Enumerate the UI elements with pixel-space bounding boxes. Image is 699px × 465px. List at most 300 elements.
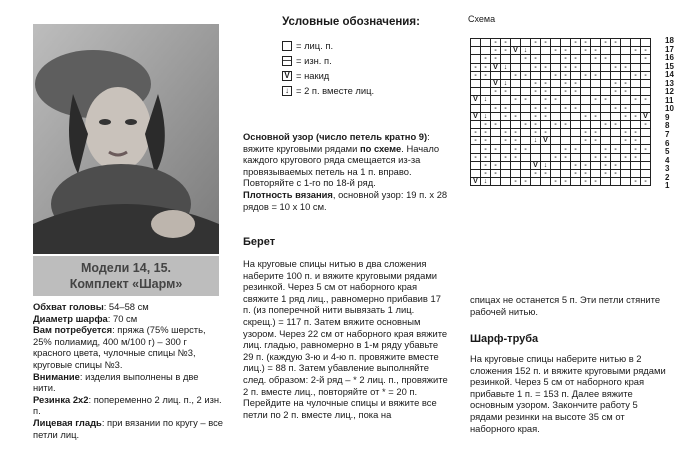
purl-cell: - <box>601 96 611 104</box>
knit-cell <box>611 137 621 145</box>
purl-cell: - <box>481 170 491 178</box>
knit-cell <box>511 104 521 112</box>
woman-in-beret-illustration <box>33 24 219 254</box>
scarf-title: Шарф-труба <box>470 333 539 345</box>
knit-cell <box>471 120 481 128</box>
knit-cell <box>511 63 521 71</box>
purl-cell: - <box>471 71 481 79</box>
knit-cell <box>491 178 501 186</box>
row-number: 3 <box>665 164 670 174</box>
purl-cell: - <box>511 137 521 145</box>
knit-cell <box>511 170 521 178</box>
chart-row <box>471 47 651 55</box>
purl-cell: - <box>531 120 541 128</box>
purl-cell: - <box>521 71 531 79</box>
knit-cell <box>531 47 541 55</box>
purl-cell: - <box>561 79 571 87</box>
purl-cell: - <box>471 153 481 161</box>
row-number: 7 <box>665 130 670 140</box>
purl-cell: - <box>501 47 511 55</box>
knit-cell <box>571 137 581 145</box>
knit-cell <box>641 153 651 161</box>
knit-cell <box>631 120 641 128</box>
chart-row <box>471 55 651 63</box>
knit-cell <box>471 104 481 112</box>
knit-cell <box>631 63 641 71</box>
purl-cell: - <box>541 112 551 120</box>
knit-cell <box>491 137 501 145</box>
knit-cell <box>541 145 551 153</box>
purl-cell: - <box>621 63 631 71</box>
knit-cell <box>531 71 541 79</box>
purl-cell: - <box>521 120 531 128</box>
purl-cell: - <box>491 47 501 55</box>
purl-cell: - <box>631 47 641 55</box>
knit-cell <box>521 79 531 87</box>
purl-cell: - <box>571 79 581 87</box>
purl-cell: - <box>531 104 541 112</box>
purl-cell: - <box>591 153 601 161</box>
purl-cell: - <box>561 153 571 161</box>
purl-cell: - <box>611 88 621 96</box>
knit-cell <box>561 137 571 145</box>
purl-cell: - <box>601 55 611 63</box>
purl-cell: - <box>501 137 511 145</box>
purl-cell: - <box>491 161 501 169</box>
purl-cell: - <box>611 79 621 87</box>
knit-cell <box>581 88 591 96</box>
purl-cell: - <box>601 161 611 169</box>
pattern-chart <box>470 38 651 186</box>
purl-cell: - <box>491 88 501 96</box>
purl-cell: - <box>641 55 651 63</box>
purl-cell: - <box>561 63 571 71</box>
knit-cell <box>471 55 481 63</box>
purl-cell: - <box>591 96 601 104</box>
chart-row <box>471 71 651 79</box>
purl-cell: - <box>511 178 521 186</box>
purl-cell: - <box>561 55 571 63</box>
knit-cell <box>521 137 531 145</box>
knit-cell <box>521 39 531 47</box>
knit-cell <box>521 153 531 161</box>
purl-cell: - <box>531 55 541 63</box>
knit-cell <box>551 104 561 112</box>
main-pattern-text: Основной узор (число петель кратно 9): вяжите круговыми рядами по схеме. Начало каждого кругового ряда смещается из-за провязываемых петель на 1 п. вправо. Повторяйте с 1-го по 18-й ряд. <box>243 131 440 189</box>
knit-cell <box>471 170 481 178</box>
purl-cell: - <box>571 145 581 153</box>
purl-cell: - <box>511 96 521 104</box>
knit-cell <box>601 112 611 120</box>
knit-cell <box>641 170 651 178</box>
knit-cell <box>551 88 561 96</box>
knit-cell <box>631 39 641 47</box>
knit-cell <box>601 63 611 71</box>
purl-cell: - <box>531 129 541 137</box>
beret-text: На круговые спицы нитью в два сложения наберите 100 п. и вяжите круговыми рядами резинкой. Через 5 см от наборного края свяжите 1 ряд лиц., равномерно прибавив 17 п. (из поперечной нити вывязать 1 лиц. скрещ.) = 117 п. Затем вяжите основным узором. Через 22 см от наборного края вяжите лиц. гладью, равномерно в 1-м ряду убавьте 29 п. (каждую 3-ю и 4-ю п. провяжите вместе лиц.) = 88 п. Затем убавление выполняйте след. образом: 2-й ряд – * 2 лиц. п., провяжите 2 п. вместе лиц., повторяйте от * = 20 п. Перейдите на чулочные спицы и вяжите все петли по 2 п. вместе лиц., пока на <box>243 258 448 420</box>
yarn-over-cell: V <box>531 161 541 169</box>
purl-cell: - <box>561 145 571 153</box>
row-number: 5 <box>665 147 670 157</box>
spec-attention: Внимание: изделия выполнены в две нити. <box>33 370 199 394</box>
knit-cell <box>591 104 601 112</box>
knit-cell <box>501 96 511 104</box>
purl-cell: - <box>531 170 541 178</box>
purl-cell: - <box>541 104 551 112</box>
knit-cell <box>631 79 641 87</box>
k2tog-cell: ↓ <box>521 47 531 55</box>
row-number: 17 <box>665 44 674 54</box>
purl-cell: - <box>481 137 491 145</box>
purl-cell: - <box>581 161 591 169</box>
purl-cell: - <box>581 39 591 47</box>
knit-cell <box>611 71 621 79</box>
spec-rib: Резинка 2х2: попеременно 2 лиц. п., 2 изн. п. <box>33 393 222 417</box>
purl-cell: - <box>551 120 561 128</box>
purl-cell: - <box>491 39 501 47</box>
chart-row <box>471 129 651 137</box>
knit-cell <box>591 88 601 96</box>
purl-cell: - <box>481 63 491 71</box>
knit-cell <box>581 120 591 128</box>
row-number: 6 <box>665 138 670 148</box>
purl-cell: - <box>581 178 591 186</box>
knit-cell <box>471 79 481 87</box>
purl-cell: - <box>561 88 571 96</box>
purl-cell: - <box>561 47 571 55</box>
purl-cell: - <box>641 96 651 104</box>
purl-cell: - <box>581 112 591 120</box>
yarn-over-cell: V <box>511 47 521 55</box>
knit-cell <box>591 145 601 153</box>
spec-stockinette: Лицевая гладь: при вязании по кругу – все петли лиц. <box>33 416 223 440</box>
purl-cell: - <box>611 39 621 47</box>
knit-cell <box>511 39 521 47</box>
purl-cell: - <box>491 170 501 178</box>
knit-cell <box>551 137 561 145</box>
yarn-over-cell: V <box>491 79 501 87</box>
purl-cell: - <box>631 129 641 137</box>
knit-cell <box>581 63 591 71</box>
main-pattern-block <box>243 131 453 212</box>
knit-cell <box>611 55 621 63</box>
knit-cell <box>481 104 491 112</box>
knit-cell <box>511 55 521 63</box>
knit-cell <box>561 161 571 169</box>
spec-scarf-diameter: Диаметр шарфа: 70 см <box>33 312 138 324</box>
knit-cell <box>611 47 621 55</box>
purl-cell: - <box>541 129 551 137</box>
knit-cell <box>541 153 551 161</box>
chart-row <box>471 161 651 169</box>
purl-cell: - <box>571 104 581 112</box>
chart-row <box>471 170 651 178</box>
purl-cell: - <box>641 178 651 186</box>
purl-cell: - <box>511 129 521 137</box>
purl-cell: - <box>611 63 621 71</box>
knit-cell <box>601 129 611 137</box>
knit-cell <box>541 178 551 186</box>
purl-cell: - <box>611 161 621 169</box>
purl-cell: - <box>611 170 621 178</box>
purl-cell: - <box>551 96 561 104</box>
purl-cell: - <box>491 120 501 128</box>
knit-cell <box>621 55 631 63</box>
purl-cell: - <box>601 170 611 178</box>
knit-cell <box>491 71 501 79</box>
yarn-over-cell: V <box>541 137 551 145</box>
purl-cell: - <box>631 112 641 120</box>
purl-cell: - <box>551 153 561 161</box>
knit-cell <box>621 145 631 153</box>
row-number: 11 <box>665 95 674 105</box>
specs-block <box>33 301 223 440</box>
purl-cell: - <box>621 88 631 96</box>
knit-cell <box>551 161 561 169</box>
purl-cell: - <box>571 170 581 178</box>
knit-cell <box>621 96 631 104</box>
row-number: 4 <box>665 155 670 165</box>
knit-cell <box>541 71 551 79</box>
legend <box>246 16 456 98</box>
purl-cell: - <box>631 145 641 153</box>
purl-cell: - <box>571 88 581 96</box>
knit-cell <box>641 88 651 96</box>
knit-cell <box>581 145 591 153</box>
knit-cell <box>621 47 631 55</box>
knit-cell <box>591 120 601 128</box>
purl-cell: - <box>481 129 491 137</box>
knit-cell <box>521 104 531 112</box>
chart-row <box>471 96 651 104</box>
knit-cell <box>531 153 541 161</box>
purl-cell: - <box>471 129 481 137</box>
beret-title: Берет <box>243 236 276 248</box>
purl-cell: - <box>531 112 541 120</box>
purl-cell: - <box>581 71 591 79</box>
knit-cell <box>491 112 501 120</box>
knit-cell <box>531 178 541 186</box>
yarn-over-cell: V <box>491 63 501 71</box>
chart-row <box>471 39 651 47</box>
purl-cell: - <box>501 104 511 112</box>
knit-cell <box>611 178 621 186</box>
chart-row <box>471 153 651 161</box>
knit-cell <box>551 145 561 153</box>
purl-cell: - <box>591 112 601 120</box>
row-number: 14 <box>665 70 674 80</box>
purl-cell: - <box>551 71 561 79</box>
yarn-over-cell: V <box>471 96 481 104</box>
knit-cell <box>521 170 531 178</box>
purl-cell: - <box>481 153 491 161</box>
row-number: 13 <box>665 78 674 88</box>
knit-cell <box>541 47 551 55</box>
spec-head-girth: Обхват головы: 54–58 см <box>33 301 149 312</box>
knit-cell <box>621 120 631 128</box>
purl-cell: - <box>591 71 601 79</box>
purl-cell: - <box>511 153 521 161</box>
knit-cell <box>471 88 481 96</box>
purl-cell: - <box>621 153 631 161</box>
knit-cell <box>571 129 581 137</box>
purl-cell: - <box>601 39 611 47</box>
knit-cell <box>621 71 631 79</box>
knit-cell <box>631 88 641 96</box>
knit-cell <box>601 178 611 186</box>
purl-stitch-icon: — <box>283 55 291 65</box>
k2tog-cell: ↓ <box>481 96 491 104</box>
knit-cell <box>611 129 621 137</box>
knit-cell <box>551 39 561 47</box>
yarn-over-cell: V <box>471 178 481 186</box>
purl-cell: - <box>581 170 591 178</box>
knit-cell <box>611 153 621 161</box>
purl-cell: - <box>501 39 511 47</box>
knit-cell <box>591 161 601 169</box>
legend-item: ↓ = 2 п. вместе лиц. <box>282 83 456 98</box>
beret-text-continued: спицах не останется 5 п. Эти петли стяните рабочей нитью. <box>470 294 661 317</box>
purl-cell: - <box>611 104 621 112</box>
knit-cell <box>491 96 501 104</box>
knit-cell <box>641 63 651 71</box>
knit-cell <box>491 153 501 161</box>
row-number: 12 <box>665 87 674 97</box>
purl-cell: - <box>481 55 491 63</box>
knit-cell <box>561 96 571 104</box>
knit-cell <box>581 55 591 63</box>
knit-cell <box>561 129 571 137</box>
purl-cell: - <box>501 112 511 120</box>
purl-cell: - <box>571 161 581 169</box>
purl-cell: - <box>561 71 571 79</box>
knit-cell <box>501 145 511 153</box>
knit-cell <box>471 39 481 47</box>
chart-row <box>471 104 651 112</box>
purl-cell: - <box>621 137 631 145</box>
knit-cell <box>551 79 561 87</box>
knit-cell <box>491 129 501 137</box>
photo-caption <box>33 256 219 296</box>
knit-cell <box>561 170 571 178</box>
row-number: 8 <box>665 121 670 131</box>
knit-cell <box>631 55 641 63</box>
knit-cell <box>631 170 641 178</box>
knit-cell <box>471 145 481 153</box>
knit-cell <box>601 71 611 79</box>
purl-cell: - <box>641 47 651 55</box>
knit-cell <box>641 137 651 145</box>
purl-cell: - <box>571 39 581 47</box>
knit-cell <box>601 137 611 145</box>
purl-cell: - <box>581 129 591 137</box>
knit-cell <box>471 47 481 55</box>
purl-cell: - <box>541 39 551 47</box>
k2tog-cell: ↓ <box>481 112 491 120</box>
knit-cell <box>481 79 491 87</box>
knit-cell <box>631 161 641 169</box>
purl-cell: - <box>491 55 501 63</box>
knit-cell <box>561 39 571 47</box>
yarn-over-cell: V <box>641 112 651 120</box>
knit-cell <box>591 170 601 178</box>
knit-cell <box>641 79 651 87</box>
purl-cell: - <box>641 145 651 153</box>
purl-cell: - <box>601 153 611 161</box>
knit-cell <box>521 161 531 169</box>
scarf-text: На круговые спицы наберите нитью в 2 сложения 152 п. и вяжите круговыми рядами резинкой. Через 5 см от наборного края прибавьте 1 п. = 153 п. Далее вяжите основным узором. Закончите работу 5 рядами резинки на высоте 35 см от наборного края. <box>470 353 666 434</box>
purl-cell: - <box>641 71 651 79</box>
purl-cell: - <box>531 39 541 47</box>
purl-cell: - <box>531 63 541 71</box>
knit-cell <box>551 129 561 137</box>
knit-cell <box>611 96 621 104</box>
chart-row <box>471 145 651 153</box>
purl-cell: - <box>631 96 641 104</box>
purl-cell: - <box>621 104 631 112</box>
knit-cell <box>641 104 651 112</box>
purl-cell: - <box>611 145 621 153</box>
knit-cell <box>601 104 611 112</box>
chart-title: Схема <box>468 14 496 24</box>
knit-cell <box>631 104 641 112</box>
purl-cell: - <box>471 137 481 145</box>
purl-cell: - <box>631 137 641 145</box>
spec-materials: Вам потребуется: пряжа (75% шерсть, 25% полиамид, 400 м/100 г) – 300 г красного цвета, чулочные спицы №3, круговые спицы №3. <box>33 324 206 370</box>
knit-cell <box>521 112 531 120</box>
knit-cell <box>611 112 621 120</box>
knit-cell <box>501 161 511 169</box>
knit-cell <box>501 55 511 63</box>
knit-cell <box>601 79 611 87</box>
knit-cell <box>531 96 541 104</box>
row-number: 16 <box>665 53 674 63</box>
knit-cell <box>581 104 591 112</box>
knit-cell <box>641 161 651 169</box>
purl-cell: - <box>561 178 571 186</box>
row-number: 2 <box>665 172 670 182</box>
knit-cell <box>501 120 511 128</box>
legend-item: V = накид <box>282 68 456 83</box>
knit-cell <box>621 178 631 186</box>
knit-cell <box>581 79 591 87</box>
knit-cell <box>571 71 581 79</box>
row-number: 1 <box>665 181 670 191</box>
purl-cell: - <box>561 120 571 128</box>
knit-cell <box>511 88 521 96</box>
legend-title: Условные обозначения: <box>282 16 420 28</box>
purl-cell: - <box>511 145 521 153</box>
purl-cell: - <box>481 120 491 128</box>
row-number: 15 <box>665 61 674 71</box>
purl-cell: - <box>591 55 601 63</box>
knit-cell <box>521 88 531 96</box>
knit-cell <box>571 96 581 104</box>
main-pattern-title: Основной узор (число петель кратно 9) <box>243 131 428 142</box>
purl-cell: - <box>481 71 491 79</box>
knit-cell <box>521 129 531 137</box>
knit-cell <box>551 112 561 120</box>
purl-cell: - <box>591 178 601 186</box>
purl-cell: - <box>551 47 561 55</box>
caption-models: Модели 14, 15. <box>80 261 172 275</box>
row-number: 18 <box>665 36 674 45</box>
purl-cell: - <box>481 145 491 153</box>
row-number: 9 <box>665 112 670 122</box>
row-number: 10 <box>665 104 674 114</box>
knit-cell <box>521 63 531 71</box>
purl-cell: - <box>491 145 501 153</box>
